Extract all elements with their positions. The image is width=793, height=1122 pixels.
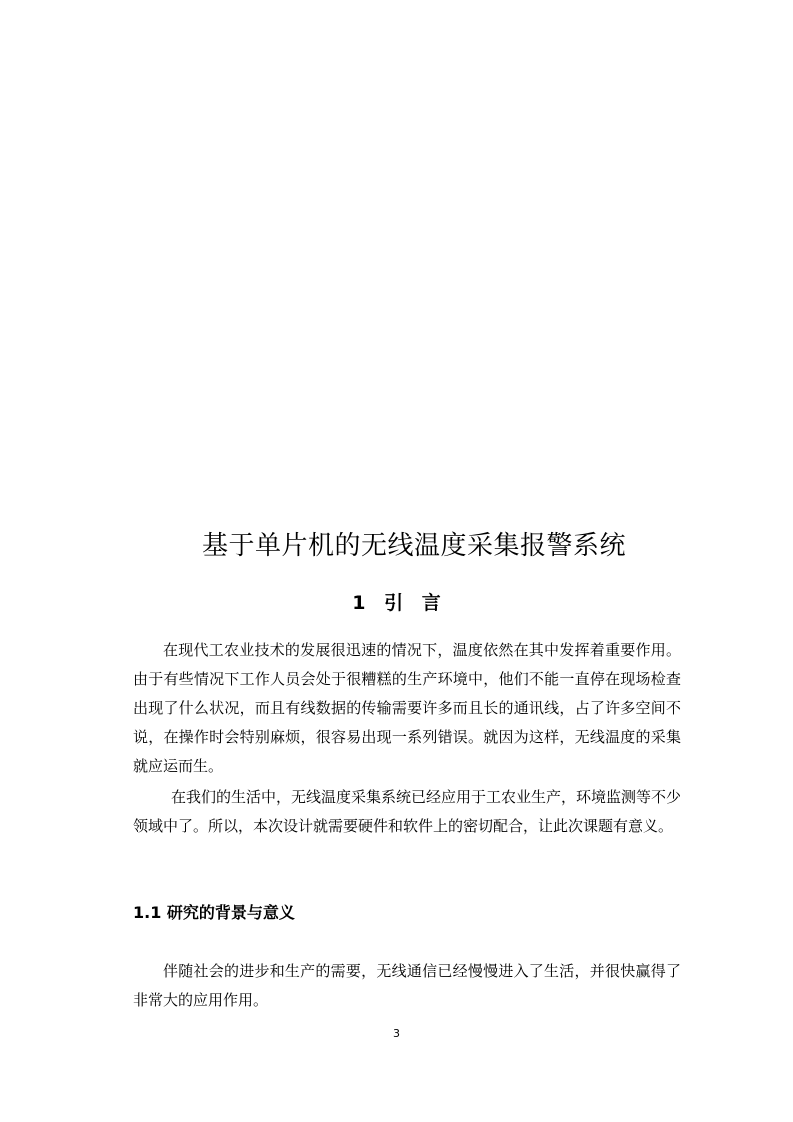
section-paragraph-1: 伴随社会的进步和生产的需要，无线通信已经慢慢进入了生活，并很快赢得了非常大的应用作用。 [133, 962, 681, 1009]
chapter-heading: 1 引 言 [352, 592, 441, 614]
body-paragraph-2: 在我们的生活中，无线温度采集系统已经应用于工农业生产，环境监测等不少领域中了。所以，本次设计就需要硬件和软件上的密切配合，让此次课题有意义。 [133, 788, 682, 835]
body-paragraph-1: 在现代工农业技术的发展很迅速的情况下，温度依然在其中发挥着重要作用。由于有些情况下工作人员会处于很糟糕的生产环境中，他们不能一直停在现场检查出现了什么状况，而且有线数据的传输需要许多而且长的通讯线，占了许多空间不说，在操作时会特别麻烦，很容易出现一系列错误。就因为这样，无线温度的采集就应运而生。 [133, 641, 681, 775]
document-title: 基于单片机的无线温度采集报警系统 [202, 531, 627, 561]
page-number: 3 [393, 1027, 400, 1040]
section-heading: 1.1 研究的背景与意义 [133, 903, 295, 922]
